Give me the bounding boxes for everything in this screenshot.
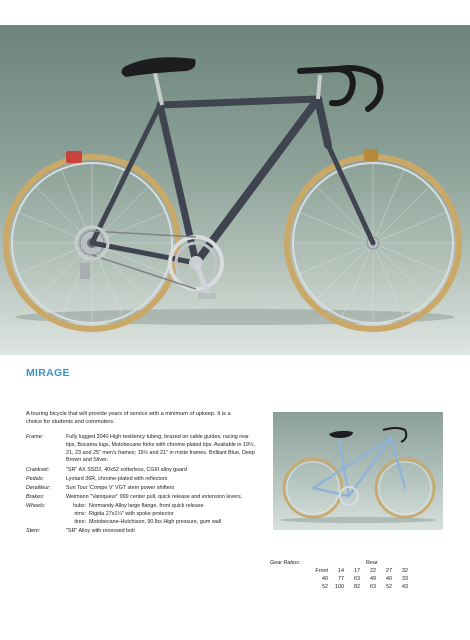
- spec-label: Crankset:: [26, 466, 50, 473]
- sub-value: Normandy Alloy large flange, front quick release: [89, 503, 204, 510]
- gear-cell: 52: [322, 584, 328, 590]
- spec-list: [26, 434, 258, 537]
- sub-value: Rigida 27x1¼" with spoke protector: [89, 511, 174, 518]
- intro-text: A touring bicycle that will provide years of service with a minimum of upkeep. It is a choice for students and commuters.: [26, 411, 231, 426]
- sub-value: Motobecane-Hutchison, 90 lbs High pressure, gum wall: [89, 518, 222, 525]
- spec-value: "SR" AX SSD2, 40x52 cotterless, CGIII alloy guard: [66, 466, 187, 473]
- gear-row: [306, 568, 408, 574]
- gear-cell: 32: [402, 568, 408, 574]
- spec-row-derailleur: [26, 485, 258, 493]
- gear-cell: 33: [402, 576, 408, 582]
- gear-cell: 40: [386, 576, 392, 582]
- sub-label: tires:: [74, 518, 86, 525]
- gear-cell: 100: [335, 584, 344, 590]
- sub-label: rims:: [74, 511, 86, 518]
- road-bicycle-illustration: [0, 25, 470, 355]
- spec-row-stem: [26, 528, 258, 536]
- gear-row: [306, 576, 408, 582]
- mixte-bicycle-photo: [273, 412, 443, 530]
- spec-row-wheels: [26, 503, 258, 526]
- gear-cell: 43: [402, 584, 408, 590]
- spec-value: Fully lugged 2040 High resiliency tubing, brazed on cable guides, racing rear tips, Bocama lugs, Motobecane forks with chrome-plated tips. Available in 19½, 21, 23 and 25" men's frames; 19½ and 21" in mixte frames. Brilliant Blue, Deep Brown and Silver.: [66, 434, 255, 464]
- spec-row-brakes: [26, 494, 258, 502]
- spec-label: Brakes:: [26, 494, 45, 501]
- gear-cell: 14: [338, 568, 344, 574]
- gear-cell: 77: [338, 576, 344, 582]
- spec-label: Pedals:: [26, 475, 44, 482]
- spec-label: Derailleur:: [26, 484, 51, 491]
- spec-value: Weimann "Vainqueur" 999 center pull, quick release and extension levers.: [66, 494, 243, 501]
- spec-label: Stem:: [26, 528, 41, 535]
- wheels-hubs: [66, 503, 258, 511]
- spec-row-pedals: [26, 476, 258, 484]
- gear-cell: 49: [370, 576, 376, 582]
- spec-row-frame: [26, 434, 258, 465]
- gear-cell: 63: [370, 584, 376, 590]
- wheels-rims: [66, 511, 258, 519]
- sub-label: hubs:: [72, 503, 86, 510]
- mixte-bicycle-illustration: [273, 412, 443, 530]
- bicycle-frame: [92, 99, 373, 263]
- spec-value: Sun Tour 'Compe V' VGT stem power shifters: [66, 484, 175, 491]
- gear-cell: 40: [322, 576, 328, 582]
- gear-cell: Front: [315, 568, 328, 574]
- gear-row: [306, 584, 408, 590]
- front-reflector: [364, 149, 378, 161]
- gear-cell: 63: [354, 576, 360, 582]
- spec-label: Wheels:: [26, 503, 46, 510]
- model-title: MIRAGE: [26, 367, 70, 379]
- saddle: [121, 57, 195, 77]
- spec-row-crankset: [26, 467, 258, 475]
- spec-label: Frame:: [26, 434, 44, 440]
- gear-cell: 17: [354, 568, 360, 574]
- bicycle-photo: [0, 25, 470, 355]
- gear-cell: 52: [386, 584, 392, 590]
- wheels-tires: [66, 519, 258, 527]
- spec-value-wheels: [66, 503, 258, 526]
- crankset: [170, 237, 222, 299]
- gear-cell: 82: [354, 584, 360, 590]
- gear-cell: 27: [386, 568, 392, 574]
- gear-rear-label: Rear: [366, 560, 378, 566]
- rear-reflector: [66, 151, 82, 163]
- spec-value: Lyotard 36R, chrome-plated with reflectors: [66, 475, 168, 482]
- gear-ratios-label: Gear Ratios:: [270, 560, 301, 566]
- spec-value: "SR" Alloy with recessed bolt: [66, 528, 135, 535]
- gear-cell: 22: [370, 568, 376, 574]
